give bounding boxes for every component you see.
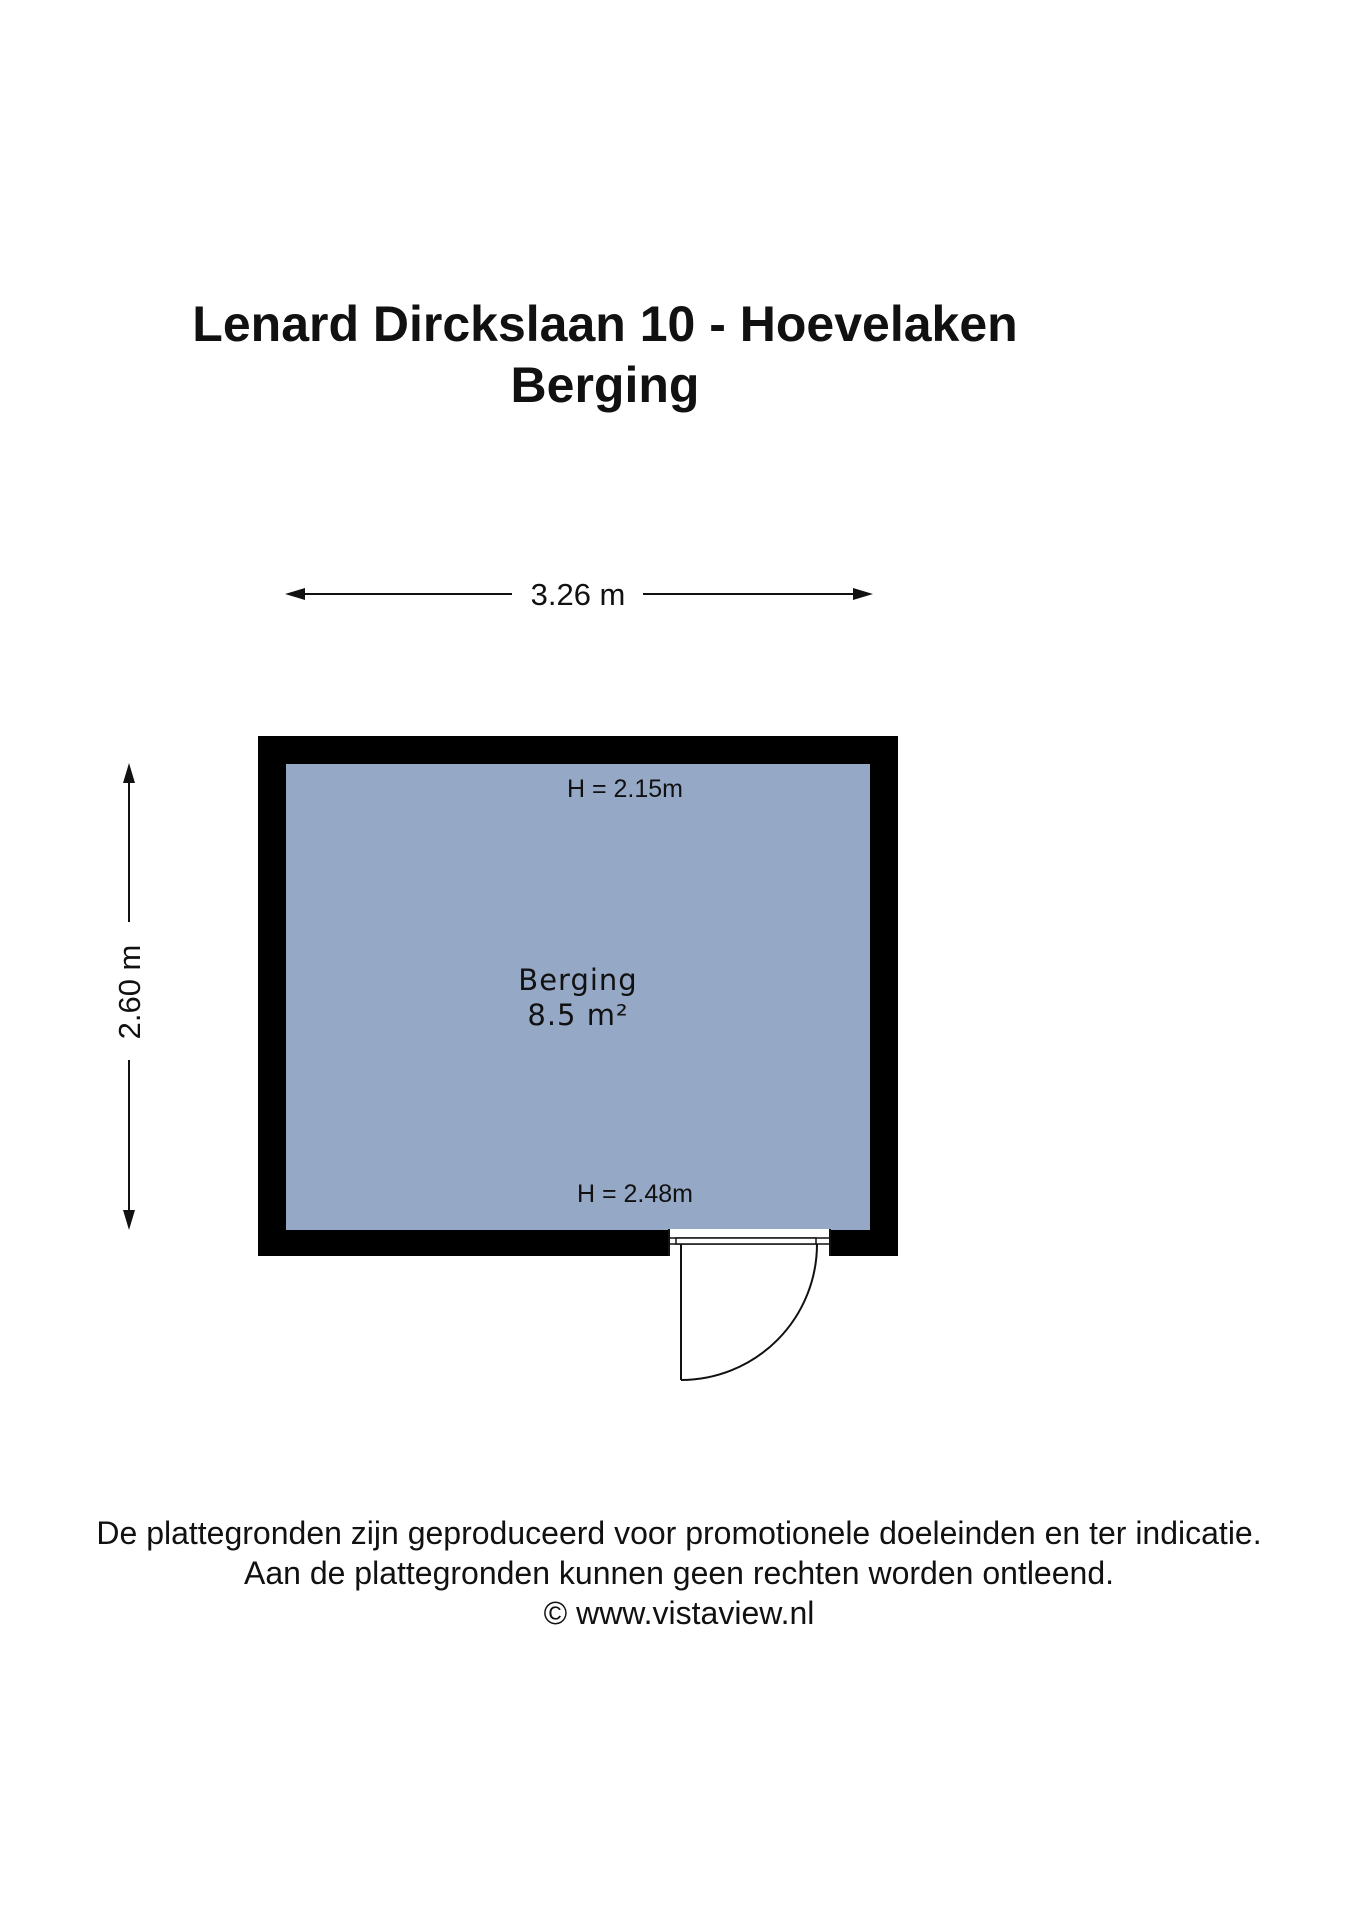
copyright-line: © www.vistaview.nl bbox=[543, 1595, 815, 1631]
height-dimension-label: 2.60 m bbox=[112, 944, 147, 1040]
width-dimension bbox=[285, 577, 873, 612]
disclaimer-line-1: De plattegronden zijn geproduceerd voor promotionele doeleinden en ter indicatie. bbox=[96, 1515, 1262, 1551]
ceiling-height-bottom: H = 2.48m bbox=[576, 1180, 694, 1208]
floor-subtitle: Berging bbox=[510, 357, 700, 413]
arrow-left-icon bbox=[285, 588, 305, 600]
door-swing-arc bbox=[681, 1244, 817, 1380]
arrow-right-icon bbox=[853, 588, 873, 600]
disclaimer bbox=[0, 1513, 1358, 1633]
door-leaf bbox=[676, 1238, 816, 1244]
arrow-down-icon bbox=[123, 1210, 135, 1230]
room-floor bbox=[286, 764, 870, 1230]
room-name: Berging bbox=[518, 963, 638, 997]
arrow-up-icon bbox=[123, 763, 135, 783]
ceiling-height-top: H = 2.15m bbox=[566, 775, 684, 803]
door-swing bbox=[681, 1244, 817, 1380]
page-title: Lenard Dirckslaan 10 - Hoevelaken bbox=[192, 296, 1018, 352]
height-dimension bbox=[112, 763, 147, 1230]
room-area: 8.5 m² bbox=[527, 998, 629, 1032]
disclaimer-line-2: Aan de plattegronden kunnen geen rechten worden ontleend. bbox=[243, 1555, 1114, 1591]
width-dimension-label: 3.26 m bbox=[530, 577, 626, 612]
